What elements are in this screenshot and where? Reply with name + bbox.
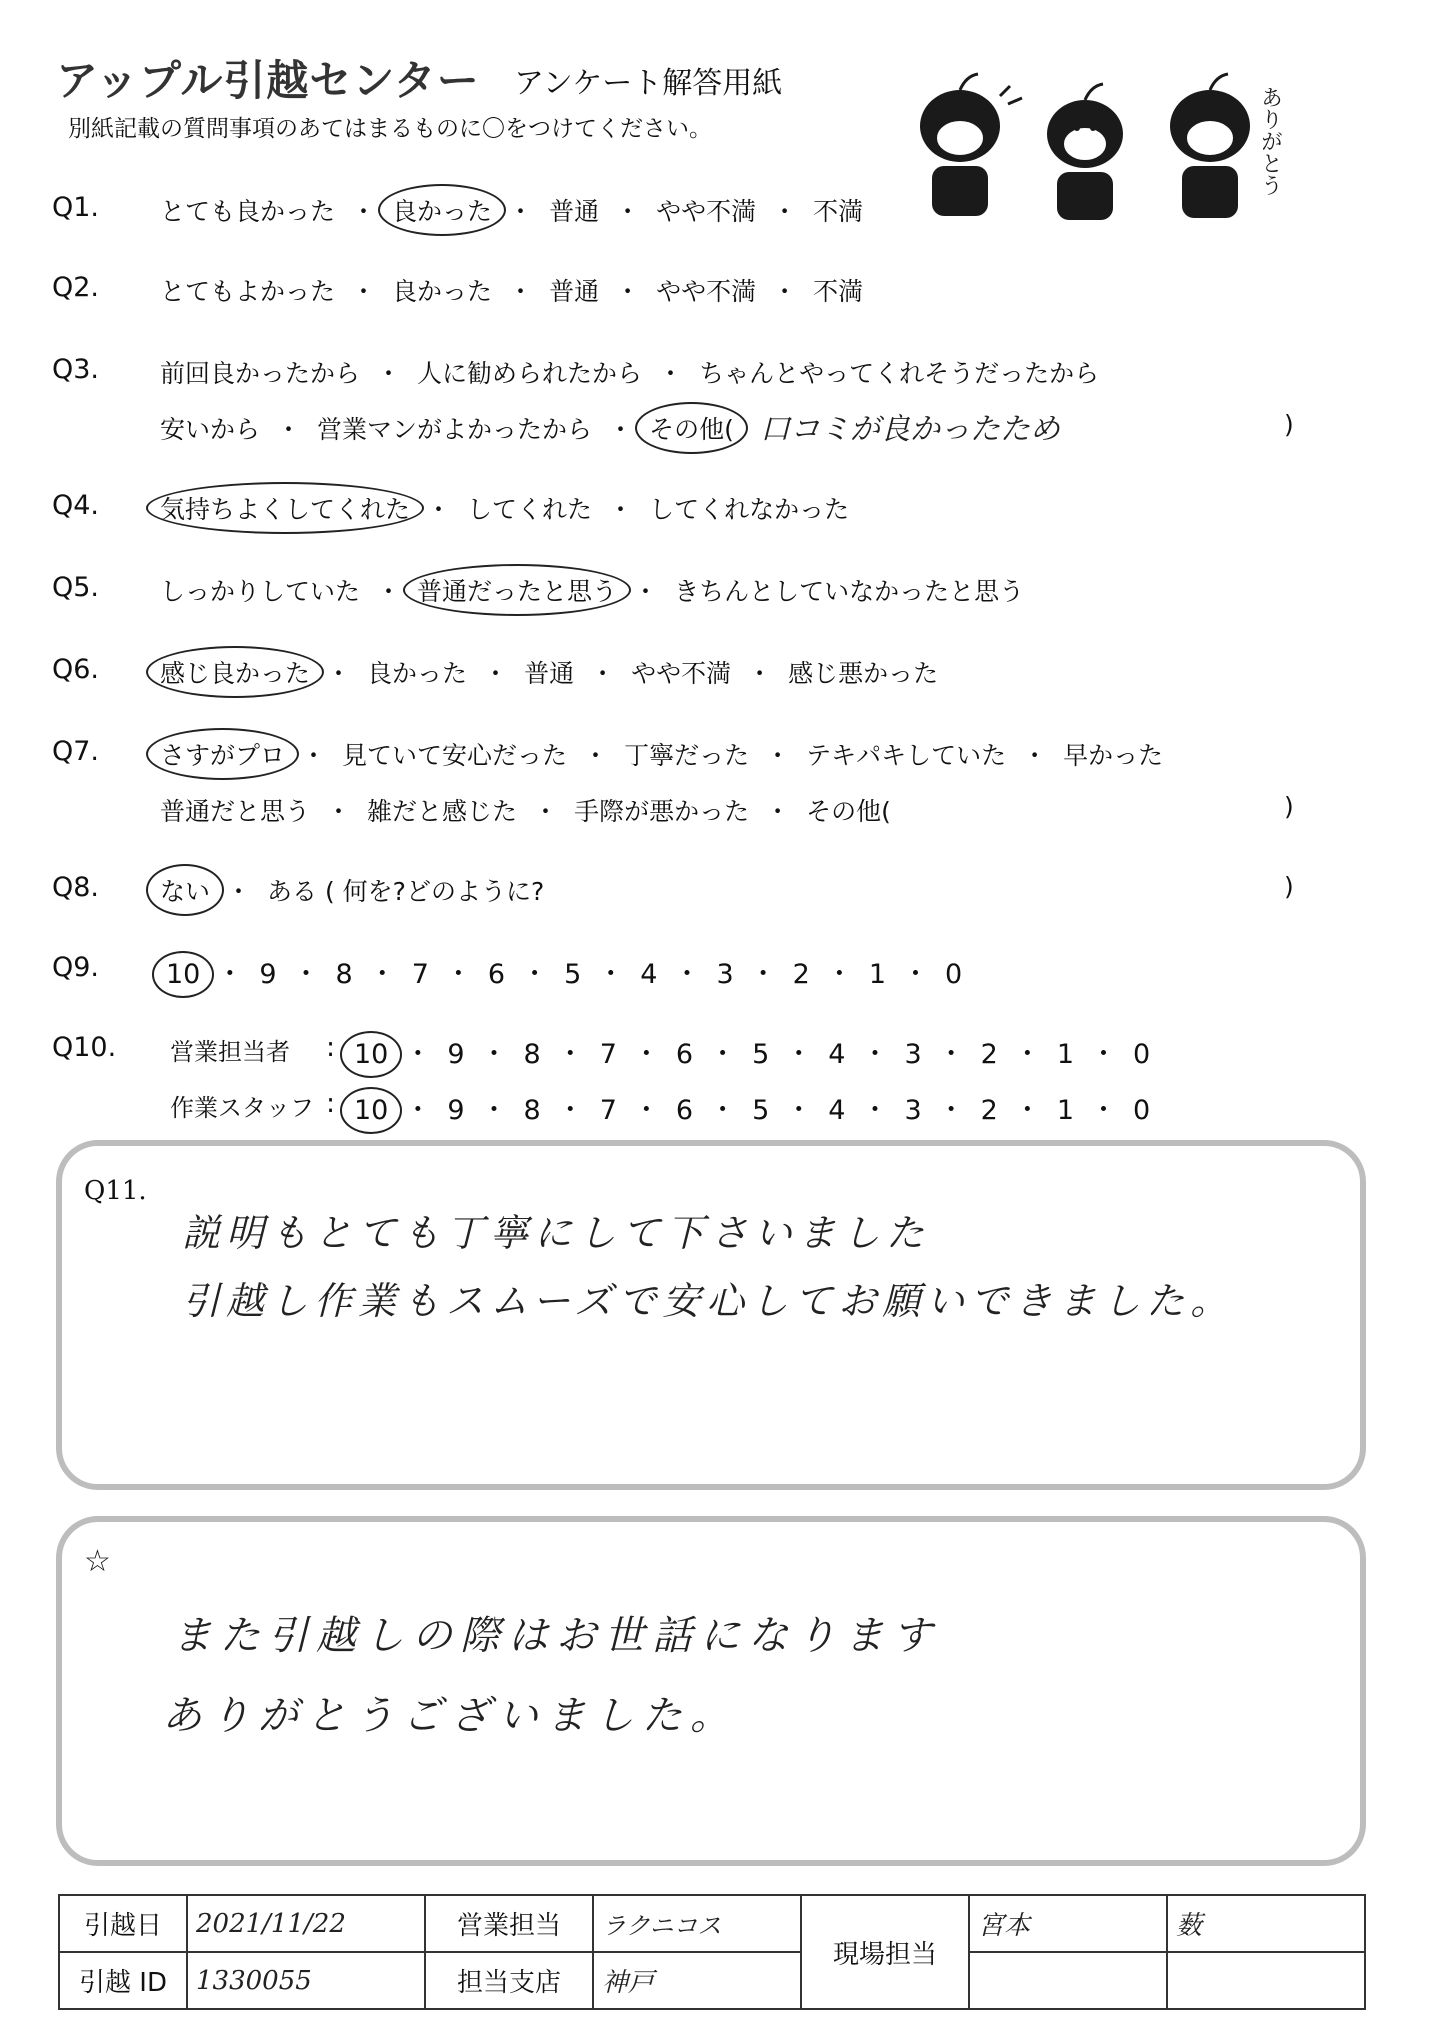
- q1-label: Q1.: [52, 192, 100, 223]
- footer-info-table: [58, 1894, 1366, 2010]
- star-label: ☆: [84, 1544, 111, 1579]
- star-comment-line1: また引越しの際はお世話になります: [172, 1613, 940, 1659]
- q10-staff-score-selected[interactable]: 10: [354, 1095, 389, 1126]
- q2-option[interactable]: 良かった: [392, 277, 493, 306]
- q1-option[interactable]: 不満: [813, 197, 864, 226]
- q10-staff-score[interactable]: 2: [980, 1095, 998, 1126]
- q10-label: Q10.: [52, 1032, 117, 1063]
- q6-options: 感じ良かった ・ 良かった ・ 普通 ・ やや不満 ・ 感じ悪かった: [160, 654, 938, 690]
- q9-score[interactable]: 2: [792, 959, 810, 990]
- q6-label: Q6.: [52, 654, 100, 685]
- q9-score[interactable]: 6: [487, 959, 506, 990]
- q10-sales-score[interactable]: 0: [1133, 1039, 1151, 1070]
- q6-option-selected[interactable]: 感じ良かった: [160, 654, 310, 690]
- q2-option[interactable]: とてもよかった: [160, 277, 336, 306]
- q2-option[interactable]: 普通: [549, 277, 600, 306]
- q7-option[interactable]: 普通だと思う: [160, 797, 311, 826]
- q6-option[interactable]: 良かった: [367, 659, 468, 688]
- q7-label: Q7.: [52, 736, 100, 767]
- q3-option[interactable]: ちゃんとやってくれそうだったから: [699, 359, 1100, 388]
- q9-score[interactable]: 0: [945, 959, 963, 990]
- site-staff-3[interactable]: [969, 1952, 1167, 2009]
- q10-sales-score[interactable]: 9: [447, 1039, 465, 1070]
- q1-option-selected[interactable]: 良かった: [392, 192, 492, 228]
- q9-scale: 10 ・ 9 ・ 8 ・ 7 ・ 6 ・ 5 ・ 4 ・ 3 ・ 2 ・ 1 ・ 0: [166, 959, 963, 990]
- branch-value[interactable]: 神戸: [593, 1952, 801, 2009]
- q7-close-paren: ): [1284, 792, 1294, 821]
- q10-sales-scale: 10 ・ 9 ・ 8 ・ 7 ・ 6 ・ 5 ・ 4 ・ 3 ・ 2 ・ 1 ・ 0: [354, 1039, 1151, 1070]
- q9-score[interactable]: 7: [411, 959, 429, 990]
- q5-option[interactable]: きちんとしていなかったと思う: [674, 577, 1025, 606]
- q3-option[interactable]: 人に勧められたから: [417, 359, 643, 388]
- q3-option[interactable]: 前回良かったから: [160, 359, 361, 388]
- q10-staff-label: 作業スタッフ: [170, 1094, 314, 1122]
- q10-sales-score[interactable]: 7: [599, 1039, 617, 1070]
- q7-options-line1: さすがプロ ・ 見ていて安心だった ・ 丁寧だった ・ テキパキしていた ・ 早かった: [160, 736, 1163, 772]
- q7-option[interactable]: 早かった: [1063, 741, 1164, 770]
- q2-label: Q2.: [52, 272, 100, 303]
- q5-option[interactable]: しっかりしていた: [160, 577, 361, 606]
- move-id-value[interactable]: 1330055: [187, 1952, 425, 2009]
- q4-options: 気持ちよくしてくれた ・ してくれた ・ してくれなかった: [160, 490, 849, 526]
- q10-staff-score[interactable]: 6: [675, 1095, 694, 1126]
- q11-comment-line1: 説明もとても丁寧にして下さいました: [182, 1211, 931, 1255]
- q5-label: Q5.: [52, 572, 100, 603]
- q10-sales-score[interactable]: 6: [675, 1039, 694, 1070]
- q9-score-selected[interactable]: 10: [166, 959, 201, 990]
- q10-staff-scale: 10 ・ 9 ・ 8 ・ 7 ・ 6 ・ 5 ・ 4 ・ 3 ・ 2 ・ 1 ・ 0: [354, 1095, 1151, 1126]
- q10-staff-score[interactable]: 8: [523, 1095, 541, 1126]
- q10-staff-score[interactable]: 9: [447, 1095, 465, 1126]
- q3-other-handwritten: 口コミが良かったため: [760, 412, 1060, 447]
- q3-close-paren: ): [1284, 410, 1294, 439]
- star-comment-box[interactable]: [56, 1516, 1366, 1866]
- q11-comment-line2: 引越し作業もスムーズで安心してお願いできました。: [182, 1279, 1235, 1323]
- q4-option-selected[interactable]: 気持ちよくしてくれた: [160, 490, 410, 526]
- q10-staff-score[interactable]: 1: [1056, 1095, 1075, 1126]
- q10-staff-score[interactable]: 4: [828, 1095, 846, 1126]
- q9-score[interactable]: 4: [640, 959, 658, 990]
- q3-option[interactable]: 安いから: [160, 415, 261, 444]
- q6-option[interactable]: 普通: [524, 659, 575, 688]
- q10-staff-score[interactable]: 7: [599, 1095, 617, 1126]
- q4-option[interactable]: してくれなかった: [649, 495, 850, 524]
- q8-close-paren: ): [1284, 872, 1294, 901]
- q10-sales-score[interactable]: 4: [828, 1039, 846, 1070]
- move-date-value[interactable]: 2021/11/22: [187, 1895, 425, 1952]
- q6-option[interactable]: やや不満: [631, 659, 732, 688]
- site-staff-2[interactable]: 薮: [1167, 1895, 1365, 1952]
- q4-label: Q4.: [52, 490, 100, 521]
- q4-option[interactable]: してくれた: [467, 495, 593, 524]
- q10-sales-score-selected[interactable]: 10: [354, 1039, 389, 1070]
- q3-options-line2: 安いから ・ 営業マンがよかったから ・ その他(: [160, 410, 734, 446]
- branch-label: 担当支店: [425, 1952, 593, 2009]
- q5-option-selected[interactable]: 普通だったと思う: [417, 572, 617, 608]
- q11-label: Q11.: [84, 1176, 147, 1206]
- q10-staff-score[interactable]: 5: [752, 1095, 770, 1126]
- move-id-label: 引越 ID: [59, 1952, 187, 2009]
- q1-option[interactable]: とても良かった: [160, 197, 336, 226]
- q2-option[interactable]: やや不満: [656, 277, 757, 306]
- q10-sales-score[interactable]: 1: [1056, 1039, 1075, 1070]
- q2-option[interactable]: 不満: [813, 277, 864, 306]
- q10-sales-score[interactable]: 3: [904, 1039, 922, 1070]
- site-staff-1[interactable]: 宮本: [969, 1895, 1167, 1952]
- q9-score[interactable]: 8: [335, 959, 353, 990]
- q10-sales-label: 営業担当者: [170, 1038, 290, 1066]
- q3-options-line1: 前回良かったから ・ 人に勧められたから ・ ちゃんとやってくれそうだったから: [160, 354, 1099, 390]
- q7-option[interactable]: テキパキしていた: [806, 741, 1007, 770]
- company-title: アップル引越センター: [56, 56, 480, 105]
- move-date-label: 引越日: [59, 1895, 187, 1952]
- q2-options: とてもよかった ・ 良かった ・ 普通 ・ やや不満 ・ 不満: [160, 272, 863, 308]
- mascot-illustration: [900, 56, 1310, 226]
- q7-option[interactable]: 雑だと感じた: [367, 797, 518, 826]
- q9-score[interactable]: 5: [564, 959, 582, 990]
- q1-options: とても良かった ・ 良かった ・ 普通 ・ やや不満 ・ 不満: [160, 192, 863, 228]
- q7-option[interactable]: 丁寧だった: [624, 741, 750, 770]
- q1-option[interactable]: やや不満: [656, 197, 757, 226]
- q10-staff-score[interactable]: 3: [904, 1095, 922, 1126]
- q10-sales-score[interactable]: 2: [980, 1039, 998, 1070]
- q7-options-line2: 普通だと思う ・ 雑だと感じた ・ 手際が悪かった ・ その他(: [160, 792, 891, 828]
- q6-option[interactable]: 感じ悪かった: [788, 659, 939, 688]
- q9-score[interactable]: 9: [259, 959, 277, 990]
- q7-option-selected[interactable]: さすがプロ: [160, 736, 285, 772]
- q5-options: しっかりしていた ・ 普通だったと思う ・ きちんとしていなかったと思う: [160, 572, 1024, 608]
- q9-score[interactable]: 1: [868, 959, 887, 990]
- site-staff-label: 現場担当: [801, 1895, 969, 2009]
- instruction-text: 別紙記載の質問事項のあてはまるものに〇をつけてください。: [68, 116, 712, 142]
- q11-comment-box[interactable]: [56, 1140, 1366, 1490]
- q10-sales-score[interactable]: 8: [523, 1039, 541, 1070]
- q3-option[interactable]: 営業マンがよかったから: [317, 415, 593, 444]
- q1-option[interactable]: 普通: [549, 197, 600, 226]
- q3-option-selected[interactable]: その他(: [649, 410, 734, 446]
- q3-label: Q3.: [52, 354, 100, 385]
- q8-options: ない ・ ある ( 何を?どのように?: [160, 872, 544, 908]
- q8-option-selected[interactable]: ない: [160, 872, 210, 908]
- form-subtitle: アンケート解答用紙: [514, 66, 783, 101]
- q8-label: Q8.: [52, 872, 100, 903]
- q7-option[interactable]: 手際が悪かった: [574, 797, 750, 826]
- mascot-thanks-text: ありがとう: [1257, 86, 1283, 196]
- q7-option[interactable]: その他(: [806, 797, 891, 826]
- q7-option[interactable]: 見ていて安心だった: [342, 741, 568, 770]
- site-staff-4[interactable]: [1167, 1952, 1365, 2009]
- q9-score[interactable]: 3: [716, 959, 734, 990]
- q10-staff-score[interactable]: 0: [1133, 1095, 1151, 1126]
- sales-rep-value[interactable]: ラクニコス: [593, 1895, 801, 1952]
- sales-rep-label: 営業担当: [425, 1895, 593, 1952]
- star-comment-line2: ありがとうございました。: [162, 1693, 738, 1739]
- q9-label: Q9.: [52, 952, 100, 983]
- q8-option[interactable]: ある ( 何を?どのように?: [267, 877, 545, 906]
- q10-sales-score[interactable]: 5: [752, 1039, 770, 1070]
